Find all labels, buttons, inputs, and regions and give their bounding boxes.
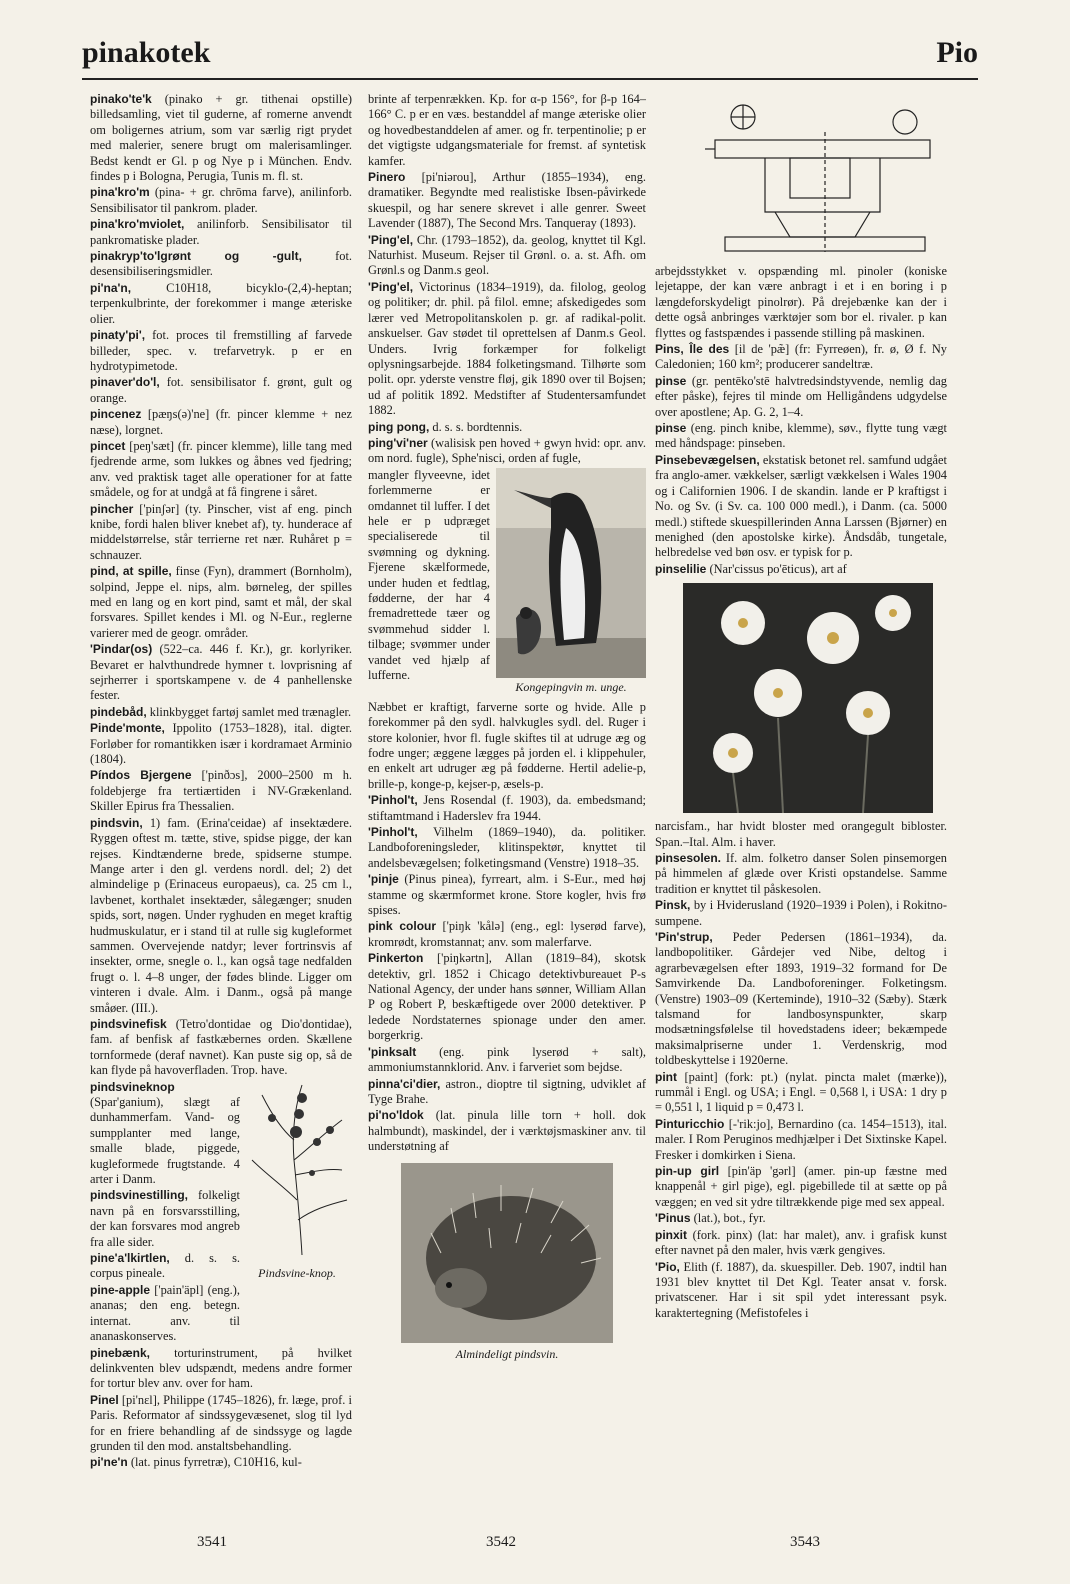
entry-headword: pina'kro'mviolet, xyxy=(90,217,185,232)
entry-headword: pinako'te'k xyxy=(90,92,152,106)
entry-headword: Pinsebevægelsen, xyxy=(655,452,760,467)
entry-definition: d. s. s. corpus pineale. xyxy=(90,1251,240,1281)
dictionary-entry xyxy=(90,1251,240,1282)
entry-headword: pine-apple xyxy=(90,1282,151,1297)
entry-definition: [pi'niərou], Arthur (1855–1934), eng. dramatiker. Begyndte med realistiske Ibsen-påvirkede skuespil, og har senere skrevet i alle genrer. Sweet Lavender (1887), The Second Mrs. Tanqueray (1893). xyxy=(368,170,646,231)
dictionary-entry xyxy=(90,375,352,406)
entry-definition: fot. desensibiliseringsmidler. xyxy=(90,249,352,279)
dictionary-entry xyxy=(90,1346,352,1392)
dictionary-entry xyxy=(655,1211,947,1226)
entry-headword: pi'na'n, xyxy=(90,280,132,295)
pindsvineknop-caption: Pindsvine-knop. xyxy=(258,1265,336,1280)
dictionary-entry xyxy=(90,249,352,280)
entry-headword: Pinel xyxy=(90,1392,119,1407)
entry-headword: 'Ping'el, xyxy=(368,232,414,247)
entry-headword: 'Pin'strup, xyxy=(655,929,713,944)
entry-definition: astron., dioptre til sigtning, udviklet af Tyge Brahe. xyxy=(368,1076,646,1106)
penguin-photo xyxy=(496,468,646,678)
entry-headword: pine'a'lkirtlen, xyxy=(90,1251,170,1266)
column-2-entries-bottom xyxy=(368,700,646,1155)
dictionary-entry xyxy=(655,264,947,341)
dictionary-entry xyxy=(90,642,352,704)
dictionary-entry xyxy=(655,562,947,577)
entry-definition: Victorinus (1834–1919), da. filolog, geolog og politiker; dr. phil. på filol. emne; afskedigedes som lærer ved Metropolitanskolen p. gr. af radikal-polit. anskuelser. Gav stødet til oprettelsen af Danm.s Geol. Unders. Ivrig forkæmper for folkeligt oplysningsarbejde. 1884 folketingsmand. Tilhørte som polit. opr. yderste venstre fløj, gik 1890 over til Bojsen; ud af politik 1892. Medstifter af Studentersamfundet 1882. xyxy=(368,279,646,418)
entry-definition: ['piŋk 'kålə] (eng., egl: lyserød farve), kromrødt, kromstannat; anv. som malerfarve. xyxy=(368,919,647,949)
column-1-entries-narrow xyxy=(90,1080,240,1345)
entry-definition: (lat. pinus fyrretræ), C10H16, kul- xyxy=(127,1455,302,1470)
entry-headword: 'Pinhol't, xyxy=(368,825,418,839)
dictionary-entry xyxy=(655,1260,947,1322)
pindsvineknop-block xyxy=(90,1080,352,1345)
dictionary-entry xyxy=(368,1077,646,1108)
dictionary-entry xyxy=(90,768,352,814)
entry-definition: (pina- + gr. chrōma farve), anilinforb. Sensibilisator til pankrom. plader. xyxy=(90,185,352,215)
dictionary-entry xyxy=(90,1017,352,1079)
entry-definition: klinkbygget fartøj samlet med trænagler. xyxy=(146,704,352,719)
dictionary-entry xyxy=(90,1455,352,1470)
column-1-entries-top xyxy=(90,92,352,1079)
penguin-figure xyxy=(496,468,646,695)
entry-headword: pindsvinefisk xyxy=(90,1016,167,1031)
entry-definition: torturinstrument, på hvilket delinkventen blev udspændt, medens andre former for tortur blev anv. over for ham. xyxy=(90,1345,352,1391)
entry-headword: pinse xyxy=(655,421,687,436)
entry-headword: pink colour xyxy=(368,919,437,934)
dictionary-entry xyxy=(368,436,646,467)
dictionary-entry xyxy=(655,342,947,373)
entry-definition: ['pain'äpl] (eng.), ananas; den eng. betegn. internat. anv. til ananaskonserves. xyxy=(90,1282,240,1344)
column-1-entries-bottom xyxy=(90,1346,352,1471)
narcissus-photo xyxy=(683,583,933,813)
entry-definition: Vilhelm (1869–1940), da. politiker. Landboforeningsleder, klitinspektør, knyttet til andelsbevægelsen; folketingsmand (Venstre) 1918–35. xyxy=(368,825,646,870)
dictionary-entry xyxy=(90,217,352,248)
entry-definition: Peder Pedersen (1861–1934), da. landbopolitiker. Gårdejer ved Nibe, deltog i agrarbevægelsen efter 1893, 1919–32 formand for De Samvirkende Da. Landboforeninger. Folketingsm.(Venstre) 1903–09 (Kerteminde), 1910–32 (Sæby). Stærk talsmand for landbosynspunkter, skarp modsætningsfølelse til hovedstadens ideer; bekæmpede maksimalpriserne under 1. Verdenskrig, mod toldbeskyttelse i 1920erne. xyxy=(655,929,947,1068)
entry-definition: (eng. pink lyserød + salt), ammoniumstannklorid. Anv. i farveriet som bejdse. xyxy=(368,1044,646,1075)
entry-headword: pin-up girl xyxy=(655,1164,720,1179)
entry-headword: 'Pinhol't, xyxy=(368,793,418,808)
dictionary-entry xyxy=(655,421,947,452)
entry-definition: (walisisk pen hoved + gwyn hvid: opr. anv. om nord. fugle), Sphe'nisci, orden af fugle, xyxy=(368,435,646,466)
entry-definition: [il de 'pæ̃] (fr: Fyrreøen), fr. ø, Ø f. Ny Caledonien; 160 km²; producerer sandeltræ. xyxy=(655,342,947,372)
entry-definition: brinte af terpenrækken. Kp. for α-p 156°, for β-p 164–166° C. p er en væs. bestanddel af mange æteriske olier og hovedbestanddelen af amer. og fr. terpentinolie; p er det vigtigste udgangsmateriale for fremst. af syntetisk kamfer. xyxy=(368,92,646,168)
dictionary-entry xyxy=(655,819,947,850)
dictionary-entry xyxy=(368,92,646,169)
entry-definition: [pin'äp 'gərl] (amer. pin-up fæstne med knappenål + girl pige), egl. pigebillede til at sætte op på væggen; en ved sit ydre tiltrækkende pige med sex appeal. xyxy=(655,1164,947,1209)
dictionary-entry xyxy=(90,564,352,641)
entry-definition: [peŋ'sæt] (fr. pincer klemme), lille tang med fjedrende arme, som lukkes og åbnes ved fjedring; anv. ved praktisk taget alle operationer for at fatte smådele, og for at undgå at få fingrene i såret. xyxy=(90,438,352,500)
entry-definition: (Nar'cissus po'ēticus), art af xyxy=(706,561,847,576)
entry-headword: pint xyxy=(655,1069,677,1084)
entry-definition: 1) fam. (Erina'ceidae) af insektædere. Ryggen oftest m. tætte, stive, spidse pigge, der kan rejses. Kindtænderne brede, spidserne stumpe. Mange arter i den gl. verdens nordl. del; 2) det almindelige p (Erinaceus europaeus), ca. 25 cm l., lavbenet, korthalet insektæder, sålegænger; snuden spids, sort, nøgen. Under ryghuden en meget kraftig hudmuskulatur, er i stand til at rulle sig kugleformet sammen. Overvejende natdyr; lever fortrinsvis af insekter, orme, snegle o. l., kan også tage nedfalden frugt o. l. 4–8 unger, der fødes blinde. Ligger om vinteren i dvale. Alm. i Danm., også på mange småøer. (III.). xyxy=(90,815,352,1015)
dictionary-entry xyxy=(90,439,352,501)
dictionary-entry xyxy=(655,453,947,561)
entry-definition: C10H18, bicyklo-(2,4)-heptan; terpenkulbrinte, der forekommer i mange æteriske olier. xyxy=(90,280,352,326)
entry-headword: ping pong, xyxy=(368,419,430,434)
entry-definition: Jens Rosendal (f. 1903), da. embedsmand; stiftamtmand i Haderslev fra 1944. xyxy=(368,793,646,823)
entry-headword: pindsvin, xyxy=(90,815,143,830)
entry-definition: ['pinðɔs], 2000–2500 m h. foldebjerge fra tertiærtiden i NV-Grækenland. Skiller Epirus fra Thessalien. xyxy=(90,768,352,814)
dictionary-entry xyxy=(368,233,646,279)
entry-headword: pinakryp'to'lgrønt og -gult, xyxy=(90,249,302,264)
hedgehog-figure xyxy=(368,1163,646,1362)
page-number-right: 3543 xyxy=(790,1534,820,1550)
dictionary-entry xyxy=(90,502,352,564)
entry-headword: Pinturicchio xyxy=(655,1116,725,1131)
dictionary-entry xyxy=(368,825,646,871)
header-rule xyxy=(82,78,978,80)
entry-headword: pinaty'pi', xyxy=(90,328,146,343)
entry-definition: finse (Fyn), drammert (Bornholm), solpind, Jeppe el. nips, alm. børneleg, der spilles med en lang og en kort pind, samt et mål, der skal forsvares. Spillet kendes i Ml. og N-Eur., reglerne varierer med de geogr. områder. xyxy=(90,564,352,640)
page-header xyxy=(82,30,978,80)
entry-definition: (pinako + gr. tithenai opstille) billedsamling, viet til guderne, af romerne anvendt om boligernes atrium, som var særlig rigt prydet med malerier, senere brugt om malerisamlinger. Bedst kendt er Gl. p og Nye p i München. Endv. findes p i Bologna, Perugia, Tunis m. fl. st. xyxy=(90,92,352,184)
dictionary-entry xyxy=(655,1117,947,1163)
entry-definition: folkeligt navn på en forsvarsstilling, der kan forsvares mod angreb fra alle sider. xyxy=(90,1188,240,1249)
dictionary-entry xyxy=(655,1070,947,1116)
entry-definition: anilinforb. Sensibilisator til pankromatiske plader. xyxy=(90,217,352,247)
column-1 xyxy=(90,92,352,1472)
entry-headword: pincher xyxy=(90,501,134,516)
dictionary-entry xyxy=(368,420,646,435)
entry-headword: pi'no'ldok xyxy=(368,1108,424,1123)
dictionary-entry xyxy=(90,185,352,216)
entry-definition: If. alm. folketro danser Solen pinsemorgen på himmelen af glæde over Kristi opstandelse. Samme tradition er knyttet til påskesolen. xyxy=(655,850,947,896)
entry-headword: Pinero xyxy=(368,170,406,185)
entry-headword: pi'ne'n xyxy=(90,1455,128,1470)
column-3-entries-bottom xyxy=(655,819,947,1321)
entry-definition: narcisfam., har hvidt bloster med orangegult bibloster. Span.–Ital. Alm. i haver. xyxy=(655,819,947,849)
entry-headword: 'Pinus xyxy=(655,1211,691,1226)
dictionary-entry xyxy=(90,92,352,184)
guide-word-right: Pio xyxy=(936,36,978,69)
entry-headword: Pins, Île des xyxy=(655,342,730,357)
column-3-entries-top xyxy=(655,264,947,577)
dictionary-entry xyxy=(90,1283,240,1345)
dictionary-entry xyxy=(90,705,352,720)
pindsvineknop-figure xyxy=(242,1080,352,1281)
pinoldok-drawing xyxy=(705,92,945,260)
dictionary-entry xyxy=(90,407,352,438)
entry-definition: (Tetro'dontidae og Dio'dontidae), fam. af benfisk af fastkæbernes orden. Skællene tornformede (deraf navnet). Kan puste sig op, så de kan flyde på havoverfladen. Trop. have. xyxy=(90,1016,352,1078)
entry-headword: pinselilie xyxy=(655,561,707,576)
dictionary-entry xyxy=(368,1045,646,1076)
entry-definition: fot. proces til fremstilling af farvede billeder, spec. v. trefarvetryk. p er en hydrotypimetode. xyxy=(90,328,352,373)
hedgehog-caption: Almindeligt pindsvin. xyxy=(455,1346,559,1361)
entry-definition: (eng. pinch knibe, klemme), søv., flytte tung vægt med håndspage: pinseben. xyxy=(655,421,947,451)
dictionary-entry xyxy=(368,700,646,792)
entry-definition: (fork. pinx) (lat: har malet), anv. i grafisk kunst efter navnet på den maler, hvis værk gengives. xyxy=(655,1227,947,1258)
entry-definition: (Pinus pinea), fyrreart, alm. i S-Eur., med høj stamme og skærmformet krone. Store kogler, hvis frø spises. xyxy=(368,872,646,918)
entry-headword: pinna'ci'dier, xyxy=(368,1076,441,1091)
entry-headword: pindebåd, xyxy=(90,704,147,719)
dictionary-entry xyxy=(90,1080,240,1188)
pinoldok-figure xyxy=(655,92,947,264)
entry-headword: ping'vi'ner xyxy=(368,435,428,450)
entry-definition: [paint] (fork: pt.) (nylat. pincta malet (mærke)), rummål i Engl. og USA; i Engl. = 0,568 l, i USA: 1 dry p = 0,551 l, 1 liquid p = 0,473 l. xyxy=(655,1069,947,1115)
entry-headword: pinse xyxy=(655,373,687,388)
entry-headword: 'pinksalt xyxy=(368,1044,417,1059)
entry-headword: pind, at spille, xyxy=(90,564,172,579)
entry-definition: d. s. s. bordtennis. xyxy=(429,419,523,434)
entry-definition: ekstatisk betonet rel. samfund udgået fra anglo-amer. vækkelser, særligt vækkelsen i Wales 1904 og i Californien 1906. I de skandin. lande er P kraftigst i No. og Sv. (i Sv. ca. 100 000 medl.), i Danm. (ca. 5000 medl.) stiftede skuespillerinden Anna Larssen (Bjørner) en menighed (den apostolske kirke). Åndsdåb, tungetale, helbredelse ved bøn osv. er typisk for p. xyxy=(655,452,947,560)
entry-definition: arbejdsstykket v. opspænding ml. pinoler (koniske lejetappe, der kan være anbragt i et i en boring i p længdeforskydeligt pinolrør). På drejebænke kan der i dette også anbringes værktøjer som bor el. rivaler. p kan flyttes og fastspændes i passende stilling på maskinen. xyxy=(655,264,947,340)
dictionary-entry xyxy=(368,280,646,419)
guide-word-left: pinakotek xyxy=(82,36,211,69)
dictionary-entry xyxy=(368,951,646,1043)
dictionary-entry xyxy=(368,1108,646,1154)
entry-headword: pinaver'do'l, xyxy=(90,375,160,390)
dictionary-entry xyxy=(368,919,646,950)
column-2 xyxy=(368,92,646,1362)
dictionary-entry xyxy=(90,1188,240,1250)
entry-headword: pinebænk, xyxy=(90,1345,151,1360)
entry-definition: [pæŋs(ə)'ne] (fr. pincer klemme + nez næse), lorgnet. xyxy=(90,407,352,437)
entry-headword: pindsvinestilling, xyxy=(90,1188,189,1203)
entry-definition: [pi'nɛl], Philippe (1745–1826), fr. læge, prof. i Paris. Reformator af sindssygevæsenet, slog til lyd for en friere behandling af de sindssyge og lagde grunden til den mod. anstaltsbehandling. xyxy=(90,1392,352,1453)
entry-definition: ['piŋkərtn], Allan (1819–84), skotsk detektiv, grl. 1852 i Chicago detektivbureauet P-s National Agency, der under hans sønner, William Allan P og Robert P, beskæftigede over 2000 detektiver. P ledede Nordstaternes spionage under den amer. borgerkrig. xyxy=(368,951,646,1043)
dictionary-entry xyxy=(655,1228,947,1259)
entry-definition: (lat. pinula lille torn + holl. dok halmbundt), maskindel, der i værktøjsmaskiner anv. til understøtning af xyxy=(368,1108,646,1154)
entry-definition: Næbbet er kraftigt, farverne sorte og hvide. Alle p forekommer på den sydl. halvkugles sydl. del. Ruger i store kolonier, hvor fl. fugle skiftes til at udruge æg og fodre unger; æggene lægges på jorden el. i klippehuler, en enkelt art udruger æg på fødderne. Hertil adelie-p, brille-p, konge-p, kejser-p, æsels-p. xyxy=(368,699,646,791)
dictionary-entry xyxy=(655,898,947,929)
entry-headword: pinsesolen. xyxy=(655,850,722,865)
entry-headword: pina'kro'm xyxy=(90,185,150,200)
entry-headword: pindsvineknop xyxy=(90,1079,175,1094)
column-2-entries-top xyxy=(368,92,646,467)
entry-headword: Pinde'monte, xyxy=(90,721,165,736)
entry-headword: Píndos Bjergene xyxy=(90,768,192,783)
dictionary-entry xyxy=(90,281,352,327)
dictionary-entry xyxy=(655,930,947,1069)
column-3 xyxy=(655,92,947,1322)
entry-headword: 'Pio, xyxy=(655,1259,680,1274)
entry-definition: Chr. (1793–1852), da. geolog, knyttet til Kgl. Naturhist. Museum. Rejser til Grønl. o. a. st. Afh. om Grønl.s og Danm.s geol. xyxy=(368,232,646,278)
narcissus-figure xyxy=(683,583,947,813)
entry-definition: (Spar'ganium), slægt af dunhammerfam. Vand- og sumpplanter med lange, smalle blade, piggede, kugleformede frugtstande. 4 arter i Danm. xyxy=(90,1095,240,1187)
entry-definition: [-'rik:jo], Bernardino (ca. 1454–1513), ital. maler. I Rom Peruginos medhjælper i Det Sixtinske Kapel. Fresker i domkirken i Siena. xyxy=(655,1116,947,1162)
page-number-middle: 3542 xyxy=(486,1534,516,1550)
entry-definition: by i Hviderusland (1920–1939 i Polen), i Rokitno-sumpene. xyxy=(655,898,947,928)
penguin-block xyxy=(368,468,646,700)
dictionary-entry xyxy=(368,872,646,918)
dictionary-entry xyxy=(368,793,646,824)
entry-definition: Elith (f. 1887), da. skuespiller. Deb. 1907, indtil han 1931 blev knyttet til Det Kgl. Teater ansat v. forsk. privatscener. Har i sit spil ydet interessant psyk. karaktertegning (Mefistofeles i xyxy=(655,1259,947,1320)
entry-headword: 'Pindar(os) xyxy=(90,642,153,657)
entry-headword: Pinkerton xyxy=(368,951,424,966)
entry-definition: fot. sensibilisator f. grønt, gult og orange. xyxy=(90,375,352,405)
entry-definition: (lat.), bot., fyr. xyxy=(690,1211,766,1226)
entry-headword: pincet xyxy=(90,438,126,453)
penguin-caption: Kongepingvin m. unge. xyxy=(515,679,627,694)
dictionary-entry xyxy=(655,851,947,897)
page-number-left: 3541 xyxy=(197,1534,227,1550)
entry-definition: (522–ca. 446 f. Kr.), gr. korlyriker. Bevaret er halvthundrede hymner t. lovprisning af sejrherrer i sportskampene v. de 4 panhellenske fester. xyxy=(90,642,352,703)
dictionary-entry xyxy=(90,721,352,767)
dictionary-entry xyxy=(655,374,947,420)
entry-headword: 'pinje xyxy=(368,872,399,887)
entry-headword: pinxit xyxy=(655,1227,687,1242)
dictionary-entry xyxy=(90,1393,352,1455)
dictionary-entry xyxy=(90,328,352,374)
entry-definition: ['pinʃər] (ty. Pinscher, vist af eng. pinch knibe, fordi halen bliver knebet af), ty. hunderace af middelstørrelse, står terrierne ret nær. Ruhåret p = schnauzer. xyxy=(90,501,352,562)
dictionary-entry xyxy=(368,170,646,232)
entry-definition: Ippolito (1753–1828), ital. digter. Forløber for romantikken især i kordramaet Arminio (1804). xyxy=(90,721,352,767)
dictionary-entry xyxy=(655,1164,947,1210)
entry-definition: (gr. pentēko'stē halvtredsindstyvende, nemlig dag efter påske), fejres til minde om Helligåndens udgydelse over apostlene; Ap. G. 2, 1–4. xyxy=(655,373,947,419)
entry-headword: 'Ping'el, xyxy=(368,279,414,294)
penguin-wrap-text: mangler flyveevne, idet forlemmerne er omdannet til luffer. I det hele er p udpræget specialiserede til svømning og dykning. Fjerene skælformede, under huden et fedtlag, fødderne, der har 4 fremadrettede tæer og svømmehud sidder l. tilbage; svømmer under vandet ved hjælp af lufferne. xyxy=(368,467,490,683)
hedgehog-photo xyxy=(401,1163,613,1343)
dictionary-entry xyxy=(90,816,352,1016)
entry-headword: pincenez xyxy=(90,407,142,422)
pindsvineknop-illustration xyxy=(242,1080,352,1260)
entry-headword: Pinsk, xyxy=(655,898,691,913)
